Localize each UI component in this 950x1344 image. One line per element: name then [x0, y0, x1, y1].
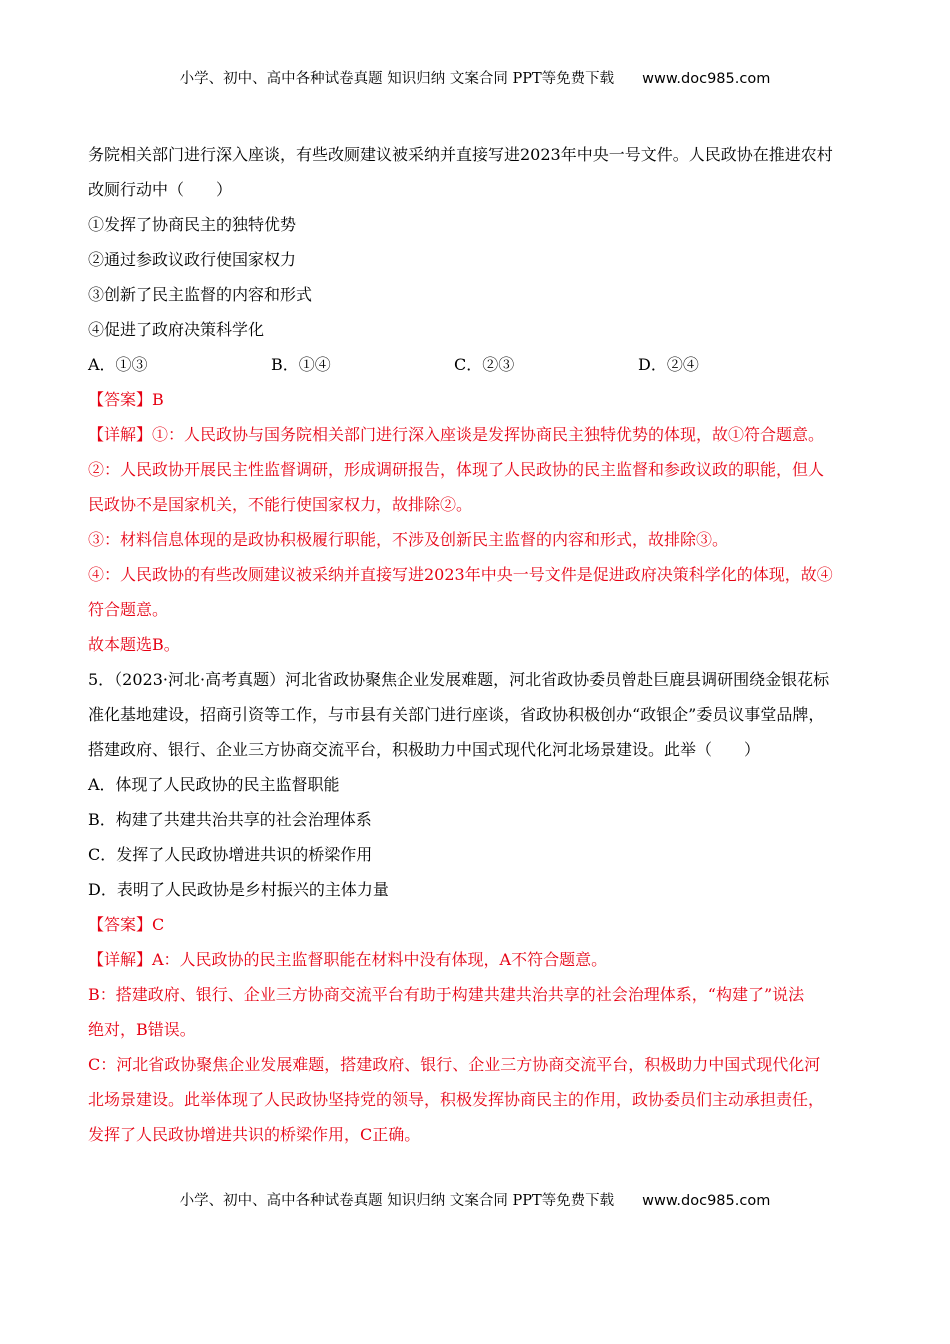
q4-choice-c: C．②③ — [454, 355, 515, 374]
q4-detail-line-3: 民政协不是国家机关，不能行使国家权力，故排除②。 — [88, 495, 473, 514]
q4-item-4: ④促进了政府决策科学化 — [88, 320, 265, 339]
header-text: 小学、初中、高中各种试卷真题 知识归纳 文案合同 PPT等免费下载 — [179, 71, 615, 87]
q5-option-a: A．体现了人民政协的民主监督职能 — [88, 775, 340, 794]
q5-option-b: B．构建了共建共治共享的社会治理体系 — [88, 810, 372, 829]
q4-detail-line-2: ②：人民政协开展民主性监督调研，形成调研报告，体现了人民政协的民主监督和参政议政的职能，但人 — [88, 460, 825, 479]
q5-detail-line-5: 北场景建设。此举体现了人民政协坚持党的领导，积极发挥协商民主的作用，政协委员们主动承担责任， — [88, 1090, 825, 1109]
q4-choice-d: D．②④ — [638, 355, 699, 374]
q4-detail-line-7: 故本题选B。 — [88, 635, 180, 654]
q4-stem-line-1: 务院相关部门进行深入座谈，有些改厕建议被采纳并直接写进2023年中央一号文件。人民政协在推进农村 — [88, 145, 833, 164]
q5-option-c: C．发挥了人民政协增进共识的桥梁作用 — [88, 845, 373, 864]
q5-option-d: D．表明了人民政协是乡村振兴的主体力量 — [88, 880, 389, 899]
q4-choice-b: B．①④ — [271, 355, 331, 374]
page-header — [0, 69, 950, 89]
q4-choice-a: A．①③ — [88, 355, 148, 374]
q4-answer: 【答案】B — [88, 390, 164, 409]
q5-detail-line-6: 发挥了人民政协增进共识的桥梁作用，C正确。 — [88, 1125, 421, 1144]
footer-text: 小学、初中、高中各种试卷真题 知识归纳 文案合同 PPT等免费下载 — [179, 1193, 615, 1209]
footer-site-link[interactable]: www.doc985.com — [642, 1193, 771, 1209]
q5-stem-line-1: 5．（2023·河北·高考真题）河北省政协聚焦企业发展难题，河北省政协委员曾赴巨鹿县调研围绕金银花标 — [88, 670, 830, 689]
q4-stem-line-2: 改厕行动中（ ） — [88, 180, 233, 199]
document-body — [88, 137, 868, 1152]
q5-answer: 【答案】C — [88, 915, 165, 934]
q4-choices — [88, 347, 868, 382]
q4-detail-line-5: ④：人民政协的有些改厕建议被采纳并直接写进2023年中央一号文件是促进政府决策科学化的体现，故④ — [88, 565, 833, 584]
q4-item-2: ②通过参政议政行使国家权力 — [88, 250, 297, 269]
q5-stem-line-3: 搭建政府、银行、企业三方协商交流平台，积极助力中国式现代化河北场景建设。此举（ ） — [88, 740, 761, 759]
q4-detail-line-1: 【详解】①：人民政协与国务院相关部门进行深入座谈是发挥协商民主独特优势的体现，故①符合题意。 — [88, 425, 825, 444]
q4-item-1: ①发挥了协商民主的独特优势 — [88, 215, 297, 234]
q4-item-3: ③创新了民主监督的内容和形式 — [88, 285, 313, 304]
q5-detail-line-1: 【详解】A：人民政协的民主监督职能在材料中没有体现，A不符合题意。 — [88, 950, 608, 969]
q5-stem-line-2: 准化基地建设，招商引资等工作，与市县有关部门进行座谈，省政协积极创办“政银企”委员议事堂品牌， — [88, 705, 825, 724]
q4-detail-line-4: ③：材料信息体现的是政协积极履行职能，不涉及创新民主监督的内容和形式，故排除③。 — [88, 530, 729, 549]
q5-detail-line-3: 绝对，B错误。 — [88, 1020, 196, 1039]
q4-detail-line-6: 符合题意。 — [88, 600, 169, 619]
page-footer — [0, 1191, 950, 1211]
header-site-link[interactable]: www.doc985.com — [642, 71, 771, 87]
q5-detail-line-2: B：搭建政府、银行、企业三方协商交流平台有助于构建共建共治共享的社会治理体系，“构建了”说法 — [88, 985, 805, 1004]
q5-detail-line-4: C：河北省政协聚焦企业发展难题，搭建政府、银行、企业三方协商交流平台，积极助力中国式现代化河 — [88, 1055, 821, 1074]
